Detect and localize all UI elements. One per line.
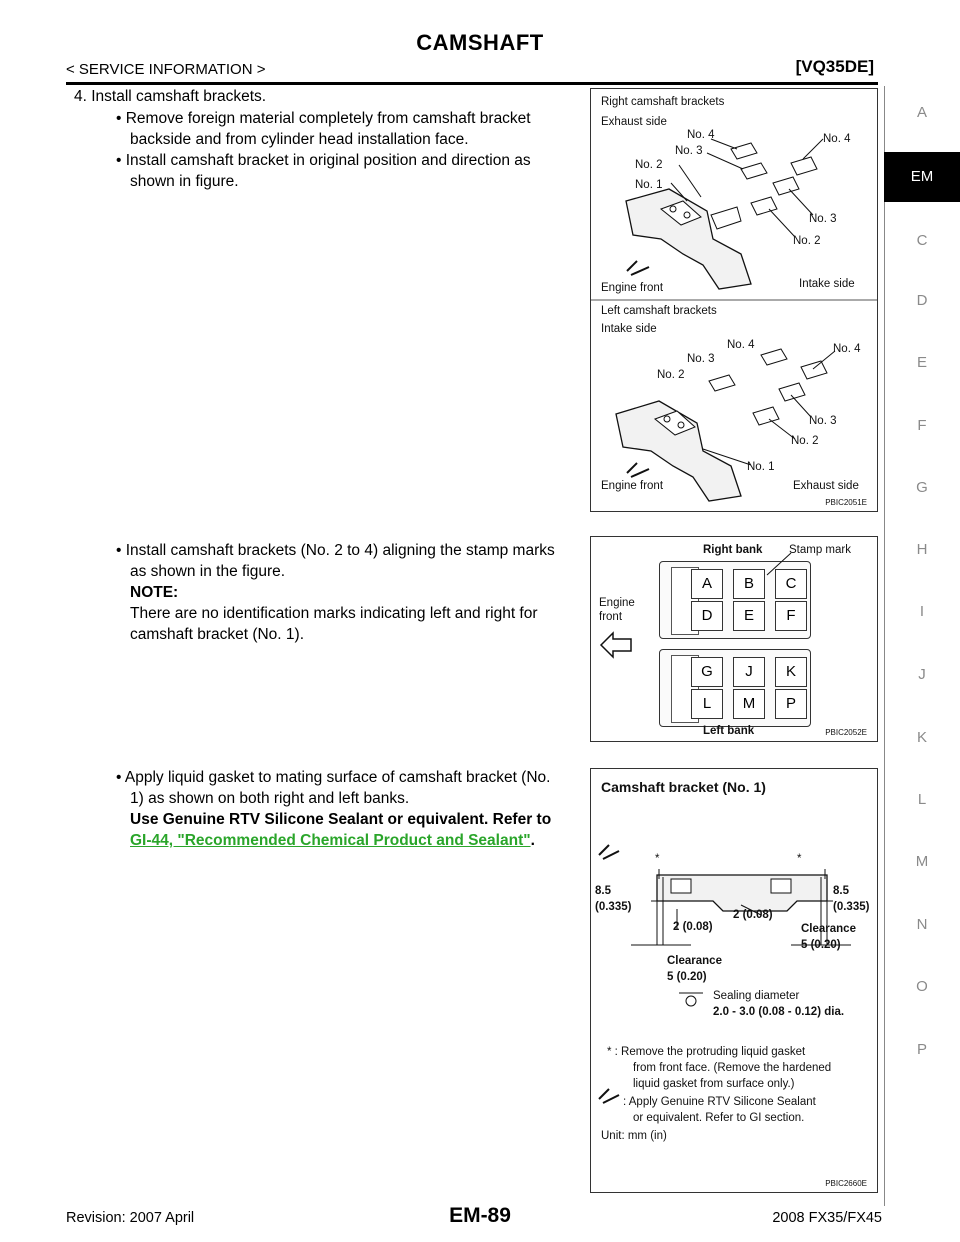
- left-no3-inner: No. 3: [809, 415, 837, 427]
- stamp-mark-f: F: [775, 601, 807, 631]
- side-tab-c[interactable]: C: [916, 232, 928, 249]
- stamp-mark-m: M: [733, 689, 765, 719]
- right-no2-inner: No. 2: [793, 235, 821, 247]
- vehicle-model: 2008 FX35/FX45: [772, 1210, 882, 1226]
- stamp-mark-b: B: [733, 569, 765, 599]
- camshaft-brackets-illustration: [591, 89, 877, 511]
- sealing-diameter-value: 2.0 - 3.0 (0.08 - 0.12) dia.: [713, 1006, 845, 1018]
- bullet-2-line-1: • Install camshaft bracket in original position and direction as: [116, 152, 531, 169]
- page-number: EM-89: [449, 1204, 511, 1227]
- stamp-mark-d: D: [691, 601, 723, 631]
- right-no2-outer: No. 2: [635, 159, 663, 171]
- stamp-mark-j: J: [733, 657, 765, 687]
- star-mark-left: *: [655, 853, 660, 865]
- side-tab-em[interactable]: EM: [884, 152, 960, 202]
- figure-2-id: PBIC2052E: [825, 728, 867, 737]
- bullet-1-line-2: backside and from cylinder head installation face.: [130, 131, 469, 148]
- star-mark-right: *: [797, 853, 802, 865]
- left-bank-label: Left bank: [703, 725, 755, 737]
- bullet-3-line-2: as shown in the figure.: [130, 563, 286, 580]
- side-tab-p[interactable]: P: [916, 1041, 927, 1058]
- stamp-mark-p: P: [775, 689, 807, 719]
- sealant-reference-link[interactable]: GI-44, "Recommended Chemical Product and Sealant": [130, 832, 531, 849]
- left-no2-inner: No. 2: [791, 435, 819, 447]
- side-tab-k[interactable]: K: [916, 729, 927, 746]
- left-engine-front: Engine front: [601, 480, 664, 492]
- reference-period: .: [530, 832, 535, 849]
- note-1-line-2: from front face. (Remove the hardened: [633, 1062, 832, 1074]
- note-1-line-3: liquid gasket from surface only.): [633, 1078, 795, 1090]
- step-4-heading: 4. Install camshaft brackets.: [74, 88, 267, 105]
- side-tab-m[interactable]: M: [915, 853, 929, 870]
- dim-2-right: 2 (0.08): [733, 909, 773, 921]
- sealant-diagram: [591, 769, 877, 1192]
- stamp-mark-label: Stamp mark: [789, 544, 851, 556]
- right-no3-outer: No. 3: [675, 145, 703, 157]
- dim-85-right: 8.5: [833, 885, 849, 897]
- side-tab-h[interactable]: H: [916, 541, 928, 558]
- note-1-line-1: * : Remove the protruding liquid gasket: [607, 1046, 806, 1058]
- figure-stamp-marks: [590, 536, 878, 742]
- clearance-left-val: 5 (0.20): [667, 971, 707, 983]
- left-brackets-title: Left camshaft brackets: [601, 305, 717, 317]
- left-no3-outer: No. 3: [687, 353, 715, 365]
- side-tab-o[interactable]: O: [916, 978, 928, 995]
- left-no4-inner: No. 4: [833, 343, 861, 355]
- side-tab-e[interactable]: E: [916, 354, 927, 371]
- header-divider: [66, 82, 878, 85]
- figure-3-title: Camshaft bracket (No. 1): [601, 779, 766, 795]
- figure-1-id: PBIC2051E: [825, 498, 867, 507]
- side-tab-d[interactable]: D: [916, 292, 928, 309]
- figure-3-id: PBIC2660E: [825, 1179, 867, 1188]
- stamp-mark-k: K: [775, 657, 807, 687]
- sealant-legend-icon: [599, 1089, 619, 1103]
- bullet-3-line-1: • Install camshaft brackets (No. 2 to 4) aligning the stamp marks: [116, 542, 555, 559]
- bullet-4-line-1: • Apply liquid gasket to mating surface of camshaft bracket (No.: [116, 769, 551, 786]
- left-no4-outer: No. 4: [727, 339, 755, 351]
- reference-line: [130, 830, 535, 851]
- stamp-mark-c: C: [775, 569, 807, 599]
- side-tab-g[interactable]: G: [916, 479, 928, 496]
- bullet-2-line-2: shown in figure.: [130, 173, 239, 190]
- dim-2-left: 2 (0.08): [673, 921, 713, 933]
- dim-85-left: 8.5: [595, 885, 611, 897]
- note-2-line-2: or equivalent. Refer to GI section.: [633, 1112, 805, 1124]
- revision-date: Revision: 2007 April: [66, 1210, 195, 1226]
- section-label: < SERVICE INFORMATION >: [66, 61, 266, 78]
- sealant-instruction: Use Genuine RTV Silicone Sealant or equivalent. Refer to: [130, 811, 552, 828]
- stamp-mark-e: E: [733, 601, 765, 631]
- engine-front-line-1: Engine: [599, 597, 635, 609]
- stamp-mark-l: L: [691, 689, 723, 719]
- right-intake-label: Intake side: [799, 278, 855, 290]
- side-tab-a[interactable]: A: [916, 104, 927, 121]
- figure-sealant-application: [590, 768, 878, 1193]
- left-exhaust-label: Exhaust side: [793, 480, 859, 492]
- engine-front-line-2: front: [599, 611, 623, 623]
- side-index-divider: [884, 86, 885, 1206]
- sealant-icon: [599, 845, 619, 859]
- right-brackets-title: Right camshaft brackets: [601, 96, 725, 108]
- note-label: NOTE:: [130, 584, 179, 601]
- side-tab-l[interactable]: L: [917, 791, 927, 808]
- note-2-line-1: : Apply Genuine RTV Silicone Sealant: [623, 1096, 816, 1108]
- stamp-mark-g: G: [691, 657, 723, 687]
- note-line-2: camshaft bracket (No. 1).: [130, 626, 305, 643]
- engine-code: [VQ35DE]: [795, 57, 874, 76]
- right-bank-label: Right bank: [703, 544, 763, 556]
- page-title: CAMSHAFT: [416, 30, 544, 55]
- bullet-4-line-2: 1) as shown on both right and left banks.: [130, 790, 410, 807]
- dim-85-right-in: (0.335): [833, 901, 870, 913]
- clearance-left: Clearance: [667, 955, 722, 967]
- clearance-right: Clearance: [801, 923, 856, 935]
- side-tab-n[interactable]: N: [916, 916, 928, 933]
- arrow-left-icon: [601, 633, 631, 657]
- left-intake-label: Intake side: [601, 323, 657, 335]
- side-tab-j[interactable]: J: [918, 666, 926, 683]
- side-tab-i[interactable]: I: [919, 603, 925, 620]
- side-tab-f[interactable]: F: [917, 417, 927, 434]
- note-line-1: There are no identification marks indicating left and right for: [130, 605, 538, 622]
- sealing-diameter-label: Sealing diameter: [713, 990, 800, 1002]
- unit-label: Unit: mm (in): [601, 1130, 667, 1142]
- right-no4-outer: No. 4: [687, 129, 715, 141]
- right-engine-front: Engine front: [601, 282, 664, 294]
- right-no3-inner: No. 3: [809, 213, 837, 225]
- right-exhaust-label: Exhaust side: [601, 116, 667, 128]
- clearance-right-val: 5 (0.20): [801, 939, 841, 951]
- right-no1: No. 1: [635, 179, 663, 191]
- stamp-mark-a: A: [691, 569, 723, 599]
- right-no4-inner: No. 4: [823, 133, 851, 145]
- left-no2-outer: No. 2: [657, 369, 685, 381]
- figure-camshaft-brackets: [590, 88, 878, 512]
- bullet-1-line-1: • Remove foreign material completely from camshaft bracket: [116, 110, 531, 127]
- stamp-marks-illustration: [591, 537, 877, 741]
- dim-85-left-in: (0.335): [595, 901, 632, 913]
- left-no1: No. 1: [747, 461, 775, 473]
